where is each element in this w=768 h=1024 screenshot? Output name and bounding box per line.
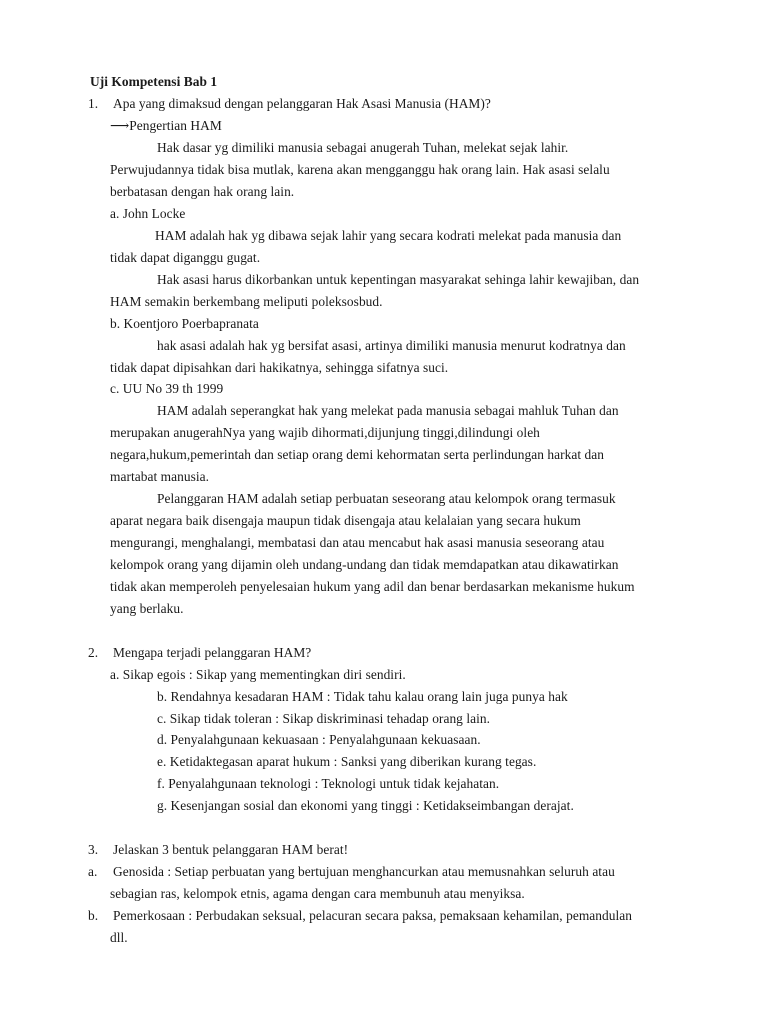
q2-number: 2. xyxy=(88,645,99,660)
koentjoro-line: tidak dapat dipisahkan dari hakikatnya, sehingga sifatnya suci. xyxy=(110,360,449,375)
q3-number: 3. xyxy=(88,842,99,857)
q1-def-line: Hak dasar yg dimiliki manusia sebagai anugerah Tuhan, melekat sejak lahir. xyxy=(157,140,569,155)
page-title: Uji Kompetensi Bab 1 xyxy=(90,74,218,89)
q3-a-marker: a. xyxy=(88,864,98,879)
q1-number: 1. xyxy=(88,96,99,111)
q2-question: Mengapa terjadi pelanggaran HAM? xyxy=(113,645,312,660)
q2-item: f. Penyalahgunaan teknologi : Teknologi untuk tidak kejahatan. xyxy=(157,776,500,791)
koentjoro-label: b. Koentjoro Poerbapranata xyxy=(110,316,259,331)
uu-line: merupakan anugerahNya yang wajib dihormati,dijunjung tinggi,dilindungi oleh xyxy=(110,425,540,440)
q3-b-line: Pemerkosaan : Perbudakan seksual, pelacuran secara paksa, pemaksaan kehamilan, pemandulan xyxy=(113,908,633,923)
locke-line: Hak asasi harus dikorbankan untuk kepentingan masyarakat sehinga lahir kewajiban, dan xyxy=(157,272,640,287)
pelanggaran-line: yang berlaku. xyxy=(110,601,184,616)
q3-b-marker: b. xyxy=(88,908,99,923)
pelanggaran-line: aparat negara baik disengaja maupun tidak disengaja atau kelalaian yang secara hukum xyxy=(110,513,581,528)
uu-line: martabat manusia. xyxy=(110,469,210,484)
uu-label: c. UU No 39 th 1999 xyxy=(110,381,224,396)
pelanggaran-line: Pelanggaran HAM adalah setiap perbuatan seseorang atau kelompok orang termasuk xyxy=(157,491,616,506)
locke-line: HAM semakin berkembang meliputi poleksosbud. xyxy=(110,294,383,309)
q2-item: a. Sikap egois : Sikap yang mementingkan diri sendiri. xyxy=(110,667,406,682)
uu-line: negara,hukum,pemerintah dan setiap orang demi kehormatan serta perlindungan harkat dan xyxy=(110,447,604,462)
q2-item: e. Ketidaktegasan aparat hukum : Sanksi yang diberikan kurang tegas. xyxy=(157,754,537,769)
locke-line: HAM adalah hak yg dibawa sejak lahir yang secara kodrati melekat pada manusia dan xyxy=(155,228,622,243)
q1-def-line: berbatasan dengan hak orang lain. xyxy=(110,184,295,199)
q2-item: g. Kesenjangan sosial dan ekonomi yang tinggi : Ketidakseimbangan derajat. xyxy=(157,798,574,813)
pelanggaran-line: tidak akan memperoleh penyelesaian hukum yang adil dan benar berdasarkan mekanisme hukum xyxy=(110,579,635,594)
q3-a-line: Genosida : Setiap perbuatan yang bertujuan menghancurkan atau memusnahkan seluruh atau xyxy=(113,864,615,879)
q3-b-line: dll. xyxy=(110,930,128,945)
pelanggaran-line: mengurangi, menghalangi, membatasi dan atau mencabut hak asasi manusia seseorang atau xyxy=(110,535,605,550)
q2-item: b. Rendahnya kesadaran HAM : Tidak tahu kalau orang lain juga punya hak xyxy=(157,689,568,704)
q1-pengertian-heading: ⟶Pengertian HAM xyxy=(110,118,222,133)
q1-question: Apa yang dimaksud dengan pelanggaran Hak Asasi Manusia (HAM)? xyxy=(113,96,491,111)
q2-item: c. Sikap tidak toleran : Sikap diskriminasi tehadap orang lain. xyxy=(157,711,491,726)
q1-def-line: Perwujudannya tidak bisa mutlak, karena akan mengganggu hak orang lain. Hak asasi selalu xyxy=(110,162,610,177)
q3-question: Jelaskan 3 bentuk pelanggaran HAM berat! xyxy=(113,842,349,857)
q3-a-line: sebagian ras, kelompok etnis, agama dengan cara membunuh atau menyiksa. xyxy=(110,886,525,901)
q2-item: d. Penyalahgunaan kekuasaan : Penyalahgunaan kekuasaan. xyxy=(157,732,481,747)
locke-line: tidak dapat diganggu gugat. xyxy=(110,250,261,265)
uu-line: HAM adalah seperangkat hak yang melekat pada manusia sebagai mahluk Tuhan dan xyxy=(157,403,619,418)
locke-label: a. John Locke xyxy=(110,206,186,221)
pelanggaran-line: kelompok orang yang dijamin oleh undang-undang dan tidak memdapatkan atau dikawatirkan xyxy=(110,557,619,572)
koentjoro-line: hak asasi adalah hak yg bersifat asasi, artinya dimiliki manusia menurut kodratnya dan xyxy=(157,338,626,353)
